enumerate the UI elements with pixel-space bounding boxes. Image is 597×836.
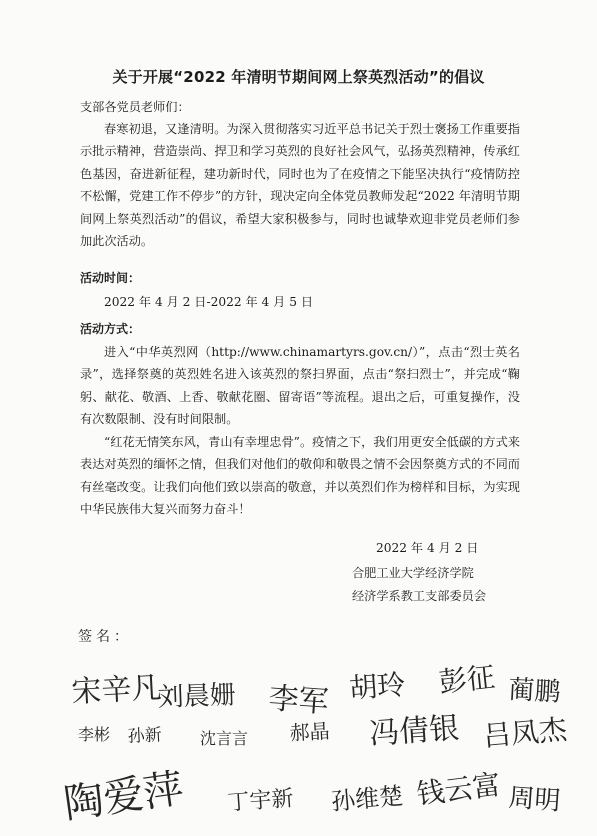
signature: 宋辛凡 [70,670,163,710]
signature: 孙新 [127,725,163,747]
method-paragraph: 进入“中华英烈网（http://www.chinamartyrs.gov.cn/）”，点击“烈士英名录”，选择祭奠的英烈姓名进入该英烈的祭扫界面，点击“祭扫烈士”，并完成“鞠躬、献花、敬酒、上香、敬献花圈、留寄语”等流程。退出之后，可重复操作，没有次数限制、没有时间限制。 [80,345,520,427]
signature: 胡玲 [348,668,407,705]
signature: 郝晶 [289,718,331,745]
signature: 吕凤杰 [481,712,569,753]
signature: 李军 [267,681,330,721]
signature: 李彬 [78,725,111,744]
document-title: 关于开展“2022 年清明节期间网上祭英烈活动”的倡议 [112,68,485,86]
salutation: 支部各党员老师们： [80,100,190,114]
signature: 陶爱萍 [60,765,187,828]
time-value: 2022 年 4 月 2 日-2022 年 4 月 5 日 [104,295,314,309]
time-label: 活动时间： [80,271,141,285]
signature: 钱云富 [414,767,503,811]
signature: 沈言言 [200,729,249,748]
org-line-2: 经济学系教工支部委员会 [352,589,487,603]
signature: 冯倩银 [368,710,461,752]
org-line-1: 合肥工业大学经济学院 [352,566,474,580]
signature: 刘晨姗 [157,680,237,713]
signature: 周明 [507,783,562,817]
document-date: 2022 年 4 月 2 日 [376,541,479,555]
signature: 彭征 [437,660,497,699]
signature: 丁宇新 [226,786,295,816]
closing-paragraph: “红花无情笑东风，青山有幸埋忠骨”。疫情之下，我们用更安全低碳的方式来表达对英烈的缅怀之情，但我们对他们的敬仰和敬畏之情不会因祭奠方式的不同而有丝毫改变。让我们向他们致以崇高的敬意，并以英烈们作为榜样和目标，为实现中华民族伟大复兴而努力奋斗！ [80,435,520,517]
signature: 蔺鹏 [507,675,562,708]
signature-label: 签名： [78,629,132,645]
signature: 孙维楚 [330,781,405,816]
signature-area [0,640,597,836]
method-label: 活动方式： [80,322,141,336]
intro-paragraph: 春寒初退，又逢清明。为深入贯彻落实习近平总书记关于烈士褒扬工作重要指示批示精神，营造崇尚、捍卫和学习英烈的良好社会风气，弘扬英烈精神，传承红色基因，奋进新征程，建功新时代，同时也为了在疫情之下能坚决执行“疫情防控不松懈，党建工作不停步”的方针，现决定向全体党员教师发起“2022 年清明节期间网上祭英烈活动”的倡议，希望大家积极参与，同时也诚挚欢迎非党员老师们参加此次活动。 [80,122,520,249]
